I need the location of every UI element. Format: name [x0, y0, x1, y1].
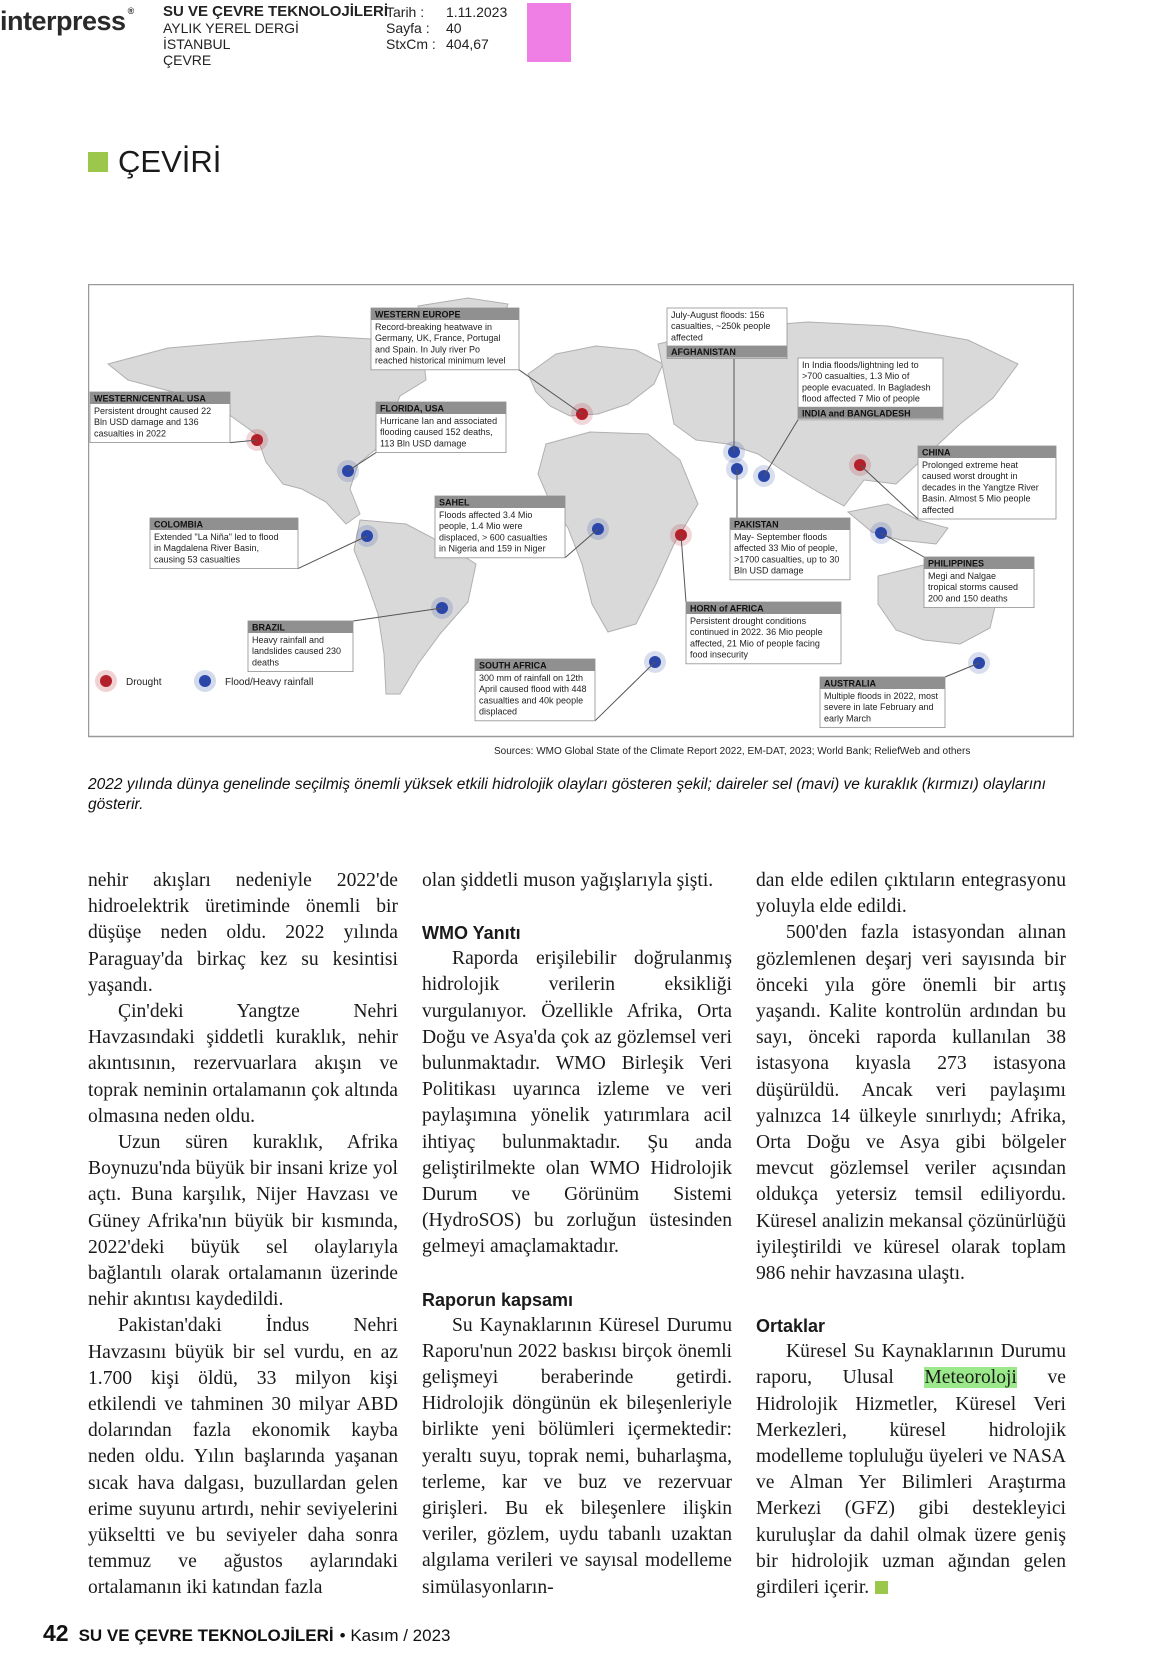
box-line: caused worst drought in — [922, 471, 1018, 482]
box-title: AFGHANISTAN — [671, 347, 736, 358]
box-title: PAKISTAN — [734, 519, 779, 530]
box-line: casualties, ~250k people — [671, 321, 771, 332]
annotation-box-western-europe — [371, 308, 519, 370]
box-line: severe in late February and — [824, 702, 934, 713]
col3-paragraph-1: dan elde edilen çıktıların entegrasyonu yoluyla elde edildi. — [756, 870, 1066, 918]
col1-paragraph-1: nehir akışları nedeniyle 2022'de hidroelektrik üretiminde önemli bir düşüşe neden oldu. 2022 yılında Paraguay'da birkaç kez su kesintisi yaşandı. — [88, 870, 398, 996]
article-column-3 — [756, 868, 1066, 1601]
box-line: >700 casualties, 1.3 Mio of — [802, 371, 910, 382]
legend-flood-label: Flood/Heavy rainfall — [225, 677, 314, 688]
box-line: affected 33 Mio of people, — [734, 543, 838, 554]
box-line: reached historical minimum level — [375, 355, 506, 366]
box-line: people, 1.4 Mio were — [439, 521, 523, 532]
box-line: continued in 2022. 36 Mio people — [690, 627, 823, 638]
interpress-logo: interpress ® — [0, 6, 134, 36]
col1-paragraph-2: Çin'deki Yangtze Nehri Havzasındaki şiddetli kuraklık, nehir akıntısının, rezervuarlara akışın ve toprak neminin ortalamanın çok altında olmasına neden oldu. — [88, 1001, 398, 1127]
box-line: Extended "La Niña" led to flood — [154, 532, 279, 542]
box-line: and Spain. In July river Po — [375, 344, 481, 355]
col3-paragraph-3: Küresel Su Kaynaklarının Durumu raporu, Ulusal Meteoroloji ve Hidrolojik Hizmetler, Küresel Veri Merkezleri, küresel hidrolojik modelleme topluluğu üyeleri ve NASA ve Alman Yer Bilimleri Araştırma Merkezi (GFZ) gibi destekleyici kuruluşlar da dahil olmak üzere geniş bir hidrolojik uzman ağından gelen girdileri içerir. — [756, 1341, 1066, 1599]
page-number: 42 — [43, 1620, 69, 1646]
col2-paragraph-2: Raporda erişilebilir doğrulanmış hidrolojik verilerin eksikliği vurgulanıyor. Özellikle Afrika, Orta Doğu ve Asya'da çok az gözlemsel veri bulunmaktadır. WMO Birleşik Veri Politikası uyarınca izleme ve veri paylaşımına yönelik yatırımlara acil ihtiyaç bulunmaktadır. Şu anda geliştirilmekte olan WMO Hidrolojik Durum ve Görünüm Sistemi (HydroSOS) bu zorluğun üstesinden gelmeyi amaçlamaktadır. — [422, 948, 732, 1258]
box-line: displaced, > 600 casualties — [439, 532, 548, 543]
publication-info — [163, 4, 388, 68]
box-title: HORN of AFRICA — [690, 603, 764, 614]
box-line: affected — [922, 504, 954, 515]
annotation-box-horn-of-africa — [686, 602, 841, 664]
col1-paragraph-3: Uzun süren kuraklık, Afrika Boynuzu'nda büyük bir insani krize yol açtı. Buna karşılık, Nijer Havzası ve Güney Afrika'nın büyük bir kısmında, 2022'deki büyük sel olaylarıyla bağlantılı olarak ortalamanın üzerinde nehir akıntısı kaydedildi. — [88, 1132, 398, 1311]
annotation-box-sahel — [435, 496, 565, 558]
annotation-box-florida-usa — [376, 402, 506, 453]
area-label: StxCm : — [386, 36, 436, 52]
publication-category: ÇEVRE — [163, 52, 212, 68]
box-line: casualties and 40k people — [479, 695, 584, 706]
box-line: decades in the Yangtze River — [922, 482, 1039, 493]
page-label: Sayfa : — [386, 20, 430, 36]
area-value: 404,67 — [446, 36, 489, 52]
box-line: Heavy rainfall and — [252, 635, 325, 645]
section-heading — [88, 144, 221, 180]
publication-frequency: AYLIK YEREL DERGİ — [163, 20, 299, 36]
page-footer — [43, 1620, 450, 1647]
legend-flood-marker — [199, 675, 211, 687]
box-line: 300 mm of rainfall on 12th — [479, 673, 584, 683]
col3-paragraph-2: 500'den fazla istasyondan alınan gözlemlenen deşarj veri sayısında bir önceki yıla göre önemli bir artış yaşandı. Kalite kontrolün ardından bu sayı, önceki raporda kullanılan 38 istasyona kıyasla 273 istasyona düşürüldü. Ancak veri paylaşımı yalnızca 14 ülkeyle sınırlıydı; Afrika, Orta Doğu ve Asya gibi bölgeler mevcut gözlemsel veriler açısından oldukça yetersiz temsil ediliyordu. Küresel analizin mekansal çözünürlüğü iyileştirildi ve küresel olarak toplam 986 nehir havzasına ulaştı. — [756, 922, 1066, 1285]
annotation-box-brazil — [248, 621, 353, 672]
annotation-box-pakistan — [730, 518, 850, 580]
box-line: Germany, UK, France, Portugal — [375, 333, 501, 344]
box-line: May- September floods — [734, 532, 828, 542]
annotation-box-philippines — [924, 557, 1034, 608]
box-line: casualties in 2022 — [94, 428, 167, 439]
publication-name: SU VE ÇEVRE TEKNOLOJİLERİ — [163, 3, 389, 20]
box-line: Multiple floods in 2022, most — [824, 691, 939, 701]
box-line: early March — [824, 713, 872, 724]
annotation-box-afghanistan — [667, 308, 787, 359]
date-value: 1.11.2023 — [446, 4, 508, 20]
box-line: Record-breaking heatwave in — [375, 322, 493, 332]
annotation-box-india-and-bangladesh — [798, 358, 943, 420]
box-title: WESTERN/CENTRAL USA — [94, 393, 206, 404]
highlighted-word: Meteoroloji — [924, 1367, 1017, 1389]
col1-paragraph-4: Pakistan'daki İndus Nehri Havzasını büyük bir sel vurdu, en az 1.700 kişi öldü, 33 milyon kişi etkilendi ve tahminen 30 milyar ABD dolarından fazla ekonomik kayba neden oldu. Yılın başlarında yaşanan sıcak hava dalgası, buzullardan gelen erime suyunu artırdı, nehir seviyelerini yükseltti ve bu seviyeler daha sonra temmuz ve ağustos aylarındaki ortalamanın iki katından fazla — [88, 1315, 398, 1599]
col2-paragraph-1: olan şiddetli muson yağışlarıyla şişti. — [422, 870, 714, 891]
heading-partners: Ortaklar — [756, 1316, 826, 1337]
article-column-1 — [88, 868, 398, 1602]
box-line: Basin. Almost 5 Mio people — [922, 493, 1031, 504]
figure-caption: 2022 yılında dünya genelinde seçilmiş önemli yüksek etkili hidrolojik olayları gösteren şekil; daireler sel (mavi) ve kuraklık (kırmızı) olaylarını gösterir. — [88, 776, 1046, 813]
box-line: in Nigeria and 159 in Niger — [439, 543, 546, 554]
col2-paragraph-3: Su Kaynaklarının Küresel Durumu Raporu'nun 2022 baskısı birçok önemli gelişmeyi beraberinde getirdi. Hidrolojik döngünün ek bileşenleriyle birlikte yeni bölümleri içermektedir: yeraltı suyu, toprak nemi, buharlaşma, terleme, kar ve buz ve rezervuar girişleri. Bu ek bileşenlere ilişkin veriler, gözlem, uydu tabanlı uzaktan algılama verileri ve sayısal modelleme simülasyonların- — [422, 1314, 732, 1598]
box-title: WESTERN EUROPE — [375, 309, 461, 320]
box-title: COLOMBIA — [154, 519, 203, 530]
annotation-box-colombia — [150, 518, 298, 569]
section-square-icon — [88, 152, 108, 172]
date-label: Tarih : — [386, 4, 425, 20]
legend-drought-marker — [100, 675, 112, 687]
box-line: In India floods/lightning led to — [802, 360, 919, 370]
section-title: ÇEVİRİ — [118, 144, 222, 179]
box-title: PHILIPPINES — [928, 558, 985, 569]
box-title: AUSTRALIA — [824, 678, 876, 689]
box-line: Prolonged extreme heat — [922, 460, 1019, 470]
box-line: Persistent drought conditions — [690, 616, 807, 626]
footer-date: • Kasım / 2023 — [339, 1626, 451, 1645]
box-title: FLORIDA, USA — [380, 403, 444, 414]
box-line: landslides caused 230 — [252, 646, 342, 657]
annotation-box-australia — [820, 677, 945, 728]
annotation-box-china — [918, 446, 1056, 519]
clip-meta — [386, 4, 507, 52]
box-line: >1700 casualties, up to 30 — [734, 554, 840, 565]
box-line: 113 Bln USD damage — [380, 438, 467, 449]
page-value: 40 — [446, 20, 462, 36]
box-title: SAHEL — [439, 497, 470, 508]
box-title: CHINA — [922, 447, 951, 458]
box-line: Floods affected 3.4 Mio — [439, 510, 533, 520]
article-column-2 — [422, 868, 732, 1601]
map-sources: Sources: WMO Global State of the Climate Report 2022, EM-DAT, 2023; World Bank; ReliefWeb and others — [494, 746, 971, 757]
box-line: affected — [671, 332, 703, 343]
heading-wmo-response: WMO Yanıtı — [422, 923, 521, 944]
box-line: Hurricane Ian and associated — [380, 416, 498, 426]
box-line: July-August floods: 156 — [671, 310, 765, 320]
heading-report-scope: Raporun kapsamı — [422, 1289, 574, 1310]
box-line: food insecurity — [690, 649, 749, 660]
box-line: Bln USD damage — [734, 565, 804, 576]
box-line: flooding caused 152 deaths, — [380, 427, 493, 438]
box-title: BRAZIL — [252, 622, 285, 633]
annotation-box-western-central-usa — [90, 392, 230, 443]
publication-city: İSTANBUL — [163, 36, 231, 52]
annotation-box-south-africa — [475, 659, 595, 721]
box-line: in Magdalena River Basin, — [154, 543, 260, 554]
box-line: Persistent drought caused 22 — [94, 406, 212, 416]
box-line: flood affected 7 Mio of people — [802, 393, 920, 404]
world-map-figure — [88, 284, 1074, 764]
end-square-icon — [875, 1581, 888, 1594]
box-line: tropical storms caused — [928, 582, 1019, 593]
box-line: 200 and 150 deaths — [928, 593, 1008, 604]
box-line: affected, 21 Mio of people facing — [690, 638, 820, 649]
box-line: causing 53 casualties — [154, 554, 241, 565]
box-line: people evacuated. In Bagladesh — [802, 382, 931, 393]
box-line: Bln USD damage and 136 — [94, 417, 199, 428]
barcode-stamp — [527, 3, 571, 62]
box-title: SOUTH AFRICA — [479, 660, 547, 671]
box-title: INDIA and BANGLADESH — [802, 408, 911, 419]
legend-drought-label: Drought — [126, 677, 162, 688]
footer-magazine: SU VE ÇEVRE TEKNOLOJİLERİ — [78, 1626, 334, 1645]
box-line: Megi and Nalgae — [928, 571, 997, 581]
box-line: displaced — [479, 706, 518, 717]
box-line: deaths — [252, 657, 280, 668]
box-line: April caused flood with 448 — [479, 684, 587, 695]
